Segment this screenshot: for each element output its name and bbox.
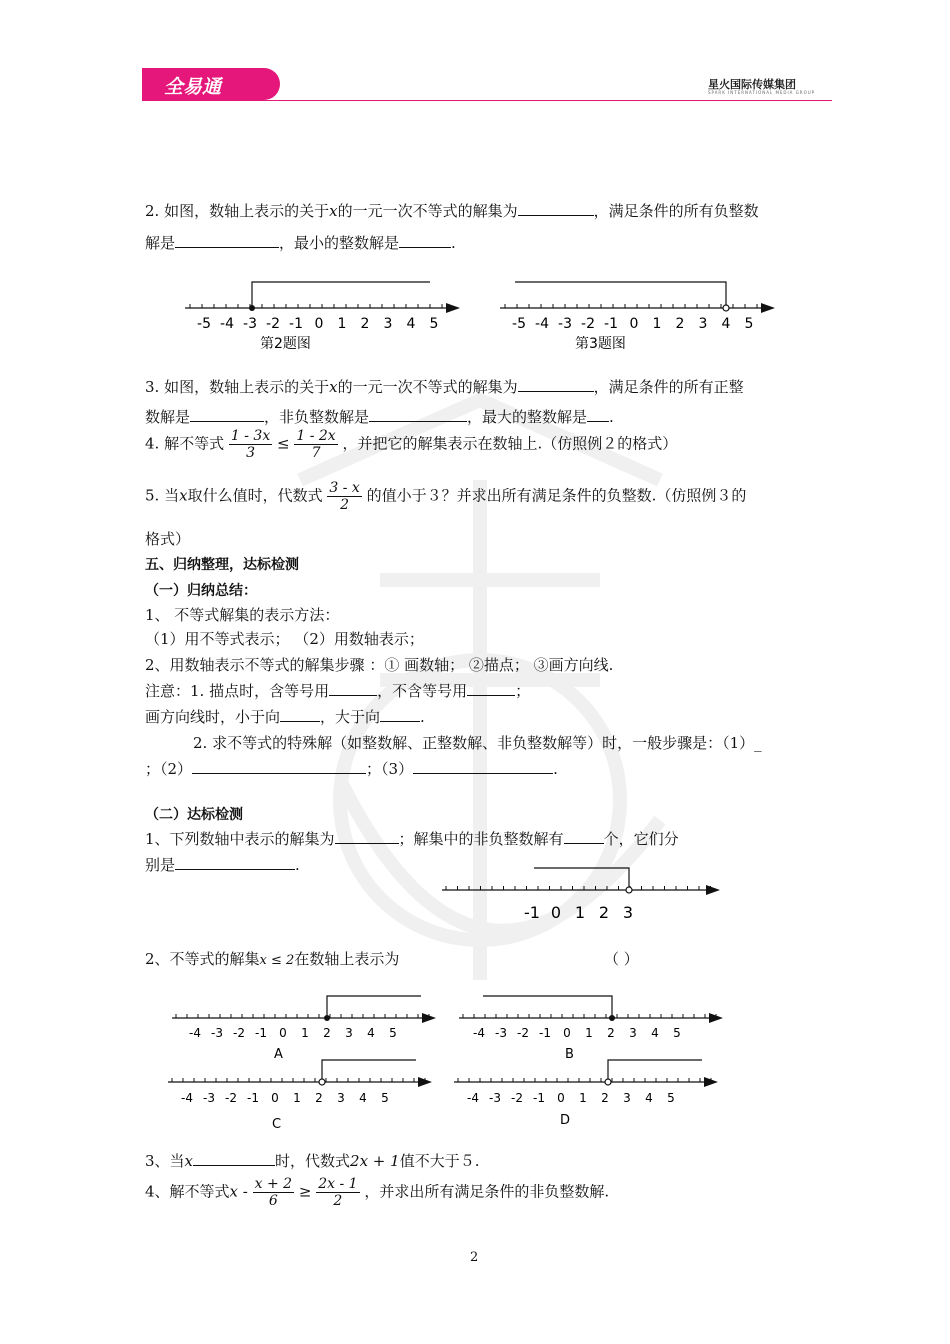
tick-label: 3 xyxy=(629,1026,637,1040)
fraction: $\frac{1 - 2x}{7}$ xyxy=(296,428,336,461)
answer-blank[interactable] xyxy=(190,407,264,422)
tick-label: 3 xyxy=(337,1091,345,1105)
special-solution-steps: 2. 求不等式的特殊解（如整数解、正整数解、非负整数解等）时，一般步骤是：（1）_ xyxy=(193,734,762,752)
tick-label: -1 xyxy=(289,316,303,332)
answer-blank[interactable] xyxy=(518,377,594,392)
tick-label: -3 xyxy=(489,1091,501,1105)
tick-label: 5 xyxy=(673,1026,681,1040)
tick-label: 3 xyxy=(698,316,708,332)
summary-item-2: 2、用数轴表示不等式的解集步骤 ：① 画数轴； ②描点； ③画方向线. xyxy=(145,656,614,674)
figure-3-number-line xyxy=(495,270,780,360)
tick-label: 4 xyxy=(406,316,416,332)
answer-blank[interactable] xyxy=(329,681,377,696)
answer-blank[interactable] xyxy=(369,407,467,422)
tick-label: 0 xyxy=(314,316,324,332)
tick-label: 3 xyxy=(383,316,393,332)
tick-label: 2 xyxy=(598,903,610,922)
tick-label: -3 xyxy=(558,316,572,332)
tick-label: -4 xyxy=(189,1026,201,1040)
question-2-line-2: 解是 ，最小的整数解是 . xyxy=(145,234,456,252)
section-title: 五、归纳整理，达标检测 xyxy=(145,557,299,573)
tick-label: -5 xyxy=(197,316,211,332)
header-logo xyxy=(142,68,280,100)
answer-blank[interactable] xyxy=(380,707,420,722)
option-d-number-line[interactable] xyxy=(450,1052,725,1134)
option-a-label: A xyxy=(274,1047,283,1062)
fraction: $\frac{1 - 3x}{3}$ xyxy=(230,428,271,461)
answer-blank[interactable] xyxy=(335,829,399,844)
tick-label: -2 xyxy=(233,1026,245,1040)
tick-label: -2 xyxy=(511,1091,523,1105)
tick-label: 5 xyxy=(381,1091,389,1105)
closed-point xyxy=(249,305,255,311)
tick-label: 4 xyxy=(721,316,731,332)
answer-blank[interactable] xyxy=(399,233,451,248)
tick-label: 1 xyxy=(652,316,662,332)
note-line: 注意：1. 描点时，含等号用 ，不含等号用 ； xyxy=(145,682,531,700)
tick-label: 2 xyxy=(675,316,685,332)
option-c-number-line[interactable] xyxy=(164,1052,439,1134)
tick-label: 3 xyxy=(345,1026,353,1040)
tick-label: 1 xyxy=(337,316,347,332)
tick-label: 1 xyxy=(579,1091,587,1105)
question-5-line-2: 格式） xyxy=(145,530,191,548)
summary-item-1-options: （1）用不等式表示； （2）用数轴表示； xyxy=(145,630,424,648)
answer-blank[interactable] xyxy=(280,707,320,722)
tick-label: -3 xyxy=(203,1091,215,1105)
figure-2-caption: 第2题图 xyxy=(260,336,311,352)
header-divider xyxy=(142,100,832,101)
test-1-line-1: 1、下列数轴中表示的解集为 ；解集中的非负整数解有 个，它们分 xyxy=(145,830,679,848)
tick-label: -2 xyxy=(517,1026,529,1040)
tick-label: 5 xyxy=(744,316,754,332)
tick-label: -4 xyxy=(473,1026,485,1040)
answer-blank[interactable] xyxy=(413,759,553,774)
tick-label: 3 xyxy=(623,1091,631,1105)
tick-label: 1 xyxy=(574,903,586,922)
page-number: 2 xyxy=(470,1250,479,1265)
tick-label: -3 xyxy=(211,1026,223,1040)
test-3: 3、当x 时，代数式2x + 1值不大于５. xyxy=(145,1152,480,1170)
fraction: $\frac{x + 2}{6}$ xyxy=(254,1176,293,1209)
tick-label: 4 xyxy=(367,1026,375,1040)
tick-label: -4 xyxy=(535,316,549,332)
answer-blank[interactable] xyxy=(175,233,279,248)
tick-label: -3 xyxy=(243,316,257,332)
option-c-label: C xyxy=(272,1117,282,1132)
answer-blank[interactable] xyxy=(175,855,295,870)
question-3-line-1: 3. 如图，数轴上表示的关于x的一元一次不等式的解集为 ，满足条件的所有正整 xyxy=(145,378,744,396)
tick-label: 0 xyxy=(563,1026,571,1040)
tick-label: 5 xyxy=(429,316,439,332)
tick-label: -1 xyxy=(247,1091,259,1105)
header-brand: 星火国际传媒集团 xyxy=(708,78,796,91)
question-2-line-1: 2. 如图，数轴上表示的关于x的一元一次不等式的解集为 ，满足条件的所有负整数 xyxy=(145,202,759,220)
test-2-line: 2、不等式的解集x ≤ 2在数轴上表示为 xyxy=(145,950,400,968)
answer-blank[interactable] xyxy=(193,1151,275,1166)
tick-label: 0 xyxy=(629,316,639,332)
tick-label: -1 xyxy=(533,1091,545,1105)
tick-label: 3 xyxy=(622,903,634,922)
tick-label: 5 xyxy=(389,1026,397,1040)
header-brand-sub: SPARK INTERNATIONAL MEDIA GROUP xyxy=(708,90,816,95)
question-5-line-1: 5. 当x取什么值时，代数式 $\frac{3 - x}{2}$ 的值小于３？并求出所有满足条件的负整数.（仿照例３的 xyxy=(145,480,747,513)
test-1-number-line xyxy=(438,860,728,930)
tick-label: -4 xyxy=(220,316,234,332)
tick-label: -1 xyxy=(255,1026,267,1040)
tick-label: 2 xyxy=(315,1091,323,1105)
tick-label: -1 xyxy=(539,1026,551,1040)
tick-label: 5 xyxy=(667,1091,675,1105)
tick-label: 2 xyxy=(607,1026,615,1040)
figure-3-caption: 第3题图 xyxy=(575,336,626,352)
tick-label: 0 xyxy=(557,1091,565,1105)
tick-label: 1 xyxy=(585,1026,593,1040)
tick-label: 1 xyxy=(293,1091,301,1105)
open-point xyxy=(626,887,632,893)
tick-label: 0 xyxy=(550,903,562,922)
closed-point xyxy=(609,1015,615,1021)
answer-paren[interactable]: （ ） xyxy=(604,950,639,968)
tick-label: -4 xyxy=(181,1091,193,1105)
answer-blank[interactable] xyxy=(518,201,594,216)
logo-text: 全易通 xyxy=(164,76,222,98)
answer-blank[interactable] xyxy=(564,829,604,844)
tick-label: -2 xyxy=(581,316,595,332)
tick-label: 1 xyxy=(301,1026,309,1040)
subsection-test: （二）达标检测 xyxy=(145,807,243,823)
open-point xyxy=(319,1079,325,1085)
option-d-label: D xyxy=(560,1113,571,1128)
tick-label: 2 xyxy=(360,316,370,332)
direction-line: 画方向线时，小于向 ，大于向 . xyxy=(145,708,425,726)
figure-2-number-line xyxy=(180,270,465,360)
open-point xyxy=(605,1079,611,1085)
test-4: 4、解不等式x - $\frac{x + 2}{6}$ ≥ $\frac{2x - 1}{2}$ ，并求出所有满足条件的非负整数解. xyxy=(145,1176,610,1209)
tick-label: 4 xyxy=(359,1091,367,1105)
special-solution-blanks: ；（2） ；（3） . xyxy=(145,760,558,778)
tick-label: 2 xyxy=(323,1026,331,1040)
fraction: $\frac{2x - 1}{2}$ xyxy=(318,1176,358,1209)
tick-label: -2 xyxy=(266,316,280,332)
tick-label: -5 xyxy=(512,316,526,332)
open-point xyxy=(723,305,729,311)
fraction: $\frac{3 - x}{2}$ xyxy=(329,480,360,513)
option-b-label: B xyxy=(565,1047,574,1062)
question-4: 4. 解不等式 $\frac{1 - 3x}{3}$ ≤ $\frac{1 - 2x}{7}$ ，并把它的解集表示在数轴上.（仿照例２的格式） xyxy=(145,428,678,461)
subsection-summary: （一）归纳总结： xyxy=(145,583,257,599)
tick-label: 0 xyxy=(279,1026,287,1040)
test-1-line-2: 别是 . xyxy=(145,856,300,874)
tick-label: 4 xyxy=(651,1026,659,1040)
tick-label: 0 xyxy=(271,1091,279,1105)
tick-label: -3 xyxy=(495,1026,507,1040)
tick-label: -1 xyxy=(604,316,618,332)
tick-label: 4 xyxy=(645,1091,653,1105)
answer-blank[interactable] xyxy=(192,759,366,774)
answer-blank[interactable] xyxy=(467,681,515,696)
summary-item-1: 1、 不等式解集的表示方法： xyxy=(145,606,340,624)
tick-label: -2 xyxy=(225,1091,237,1105)
answer-blank[interactable] xyxy=(587,407,609,422)
tick-label: 2 xyxy=(601,1091,609,1105)
question-3-line-2: 数解是 ，非负整数解是 ，最大的整数解是 . xyxy=(145,408,614,426)
tick-label: -1 xyxy=(524,903,540,922)
tick-label: -4 xyxy=(467,1091,479,1105)
closed-point xyxy=(324,1015,330,1021)
